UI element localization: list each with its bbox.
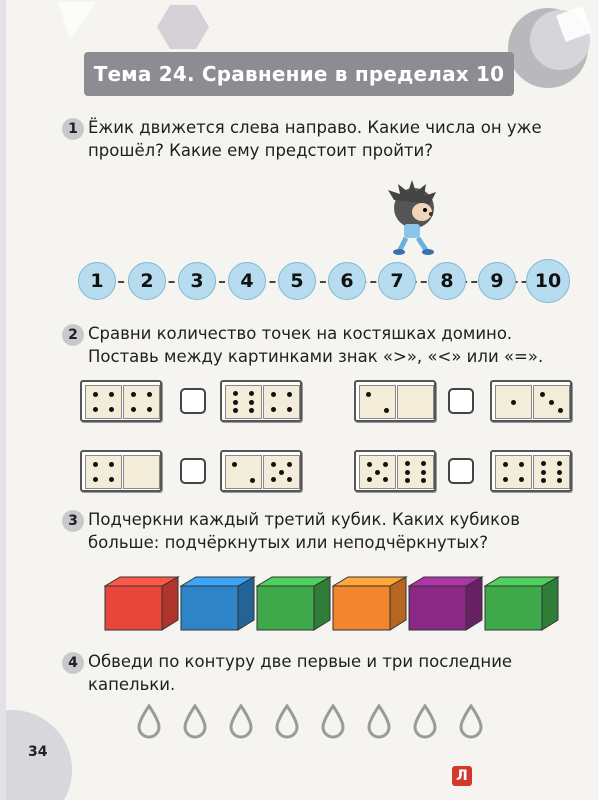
task-4 bbox=[62, 650, 582, 696]
domino-pip bbox=[279, 470, 284, 475]
domino-pip bbox=[271, 477, 276, 482]
comparison-answer-box[interactable] bbox=[448, 458, 474, 484]
domino-pip bbox=[511, 400, 516, 405]
comparison-answer-box[interactable] bbox=[180, 458, 206, 484]
domino-tile bbox=[490, 450, 572, 492]
domino-half bbox=[225, 455, 262, 489]
task-number: 2 bbox=[62, 324, 84, 346]
cube bbox=[408, 576, 484, 632]
publisher-logo: Л bbox=[452, 766, 472, 786]
domino-pip bbox=[93, 477, 98, 482]
domino-half bbox=[397, 385, 434, 419]
task-2 bbox=[62, 322, 582, 368]
domino-pip bbox=[109, 462, 114, 467]
task-text: Сравни количество точек на костяшках домино. Поставь между картинками знак «>», «<» или «=». bbox=[88, 324, 544, 366]
droplet-outline[interactable] bbox=[182, 704, 208, 740]
domino-pip bbox=[287, 407, 292, 412]
domino-half bbox=[533, 455, 570, 489]
number-circle: 6 bbox=[328, 262, 366, 300]
task-text: Подчеркни каждый третий кубик. Каких кубиков больше: подчёркнутых или неподчёркнутых? bbox=[88, 510, 520, 552]
domino-pip bbox=[405, 470, 410, 475]
domino-pip bbox=[287, 392, 292, 397]
domino-pip bbox=[367, 462, 372, 467]
domino-pip bbox=[109, 477, 114, 482]
domino-pip bbox=[147, 392, 152, 397]
domino-pip bbox=[271, 462, 276, 467]
domino-pip bbox=[93, 407, 98, 412]
domino-pip bbox=[541, 478, 546, 483]
number-circle: 2 bbox=[128, 262, 166, 300]
cube bbox=[180, 576, 256, 632]
domino-tile bbox=[80, 380, 162, 422]
domino-pip bbox=[519, 477, 524, 482]
droplet-outline[interactable] bbox=[412, 704, 438, 740]
domino-pip bbox=[557, 478, 562, 483]
domino-pip bbox=[233, 400, 238, 405]
page-number: 34 bbox=[28, 744, 48, 760]
domino-pip bbox=[549, 400, 554, 405]
task-3 bbox=[62, 508, 582, 554]
number-circle: 4 bbox=[228, 262, 266, 300]
domino-pip bbox=[405, 478, 410, 483]
domino-pip bbox=[232, 462, 237, 467]
comparison-answer-box[interactable] bbox=[448, 388, 474, 414]
domino-pip bbox=[383, 462, 388, 467]
droplet-outline[interactable] bbox=[228, 704, 254, 740]
domino-half bbox=[123, 385, 160, 419]
domino-pip bbox=[271, 392, 276, 397]
domino-pip bbox=[375, 470, 380, 475]
domino-pip bbox=[147, 407, 152, 412]
hedgehog-illustration bbox=[384, 180, 444, 260]
task-number: 1 bbox=[62, 118, 84, 140]
domino-pip bbox=[249, 400, 254, 405]
domino-pip bbox=[405, 461, 410, 466]
number-circle: 9 bbox=[478, 262, 516, 300]
domino-pip bbox=[109, 407, 114, 412]
task-1 bbox=[62, 116, 582, 162]
domino-pip bbox=[366, 392, 371, 397]
domino-pip bbox=[421, 470, 426, 475]
domino-pip bbox=[540, 392, 545, 397]
domino-pip bbox=[233, 391, 238, 396]
task-text: Обведи по контуру две первые и три последние капельки. bbox=[88, 652, 513, 694]
cube bbox=[256, 576, 332, 632]
domino-half bbox=[85, 385, 122, 419]
domino-pip bbox=[93, 392, 98, 397]
domino-pip bbox=[287, 462, 292, 467]
domino-pip bbox=[519, 462, 524, 467]
droplet-outline[interactable] bbox=[136, 704, 162, 740]
number-circle: 8 bbox=[428, 262, 466, 300]
cube bbox=[484, 576, 560, 632]
number-circle: 1 bbox=[78, 262, 116, 300]
domino-pip bbox=[558, 408, 563, 413]
number-circle: 5 bbox=[278, 262, 316, 300]
number-circle: 3 bbox=[178, 262, 216, 300]
cube bbox=[104, 576, 180, 632]
domino-pip bbox=[367, 477, 372, 482]
domino-tile bbox=[354, 380, 436, 422]
domino-pip bbox=[287, 477, 292, 482]
domino-pip bbox=[421, 461, 426, 466]
domino-half bbox=[263, 385, 300, 419]
domino-pip bbox=[271, 407, 276, 412]
domino-half bbox=[263, 455, 300, 489]
comparison-answer-box[interactable] bbox=[180, 388, 206, 414]
domino-pip bbox=[383, 477, 388, 482]
domino-half bbox=[359, 455, 396, 489]
domino-half bbox=[397, 455, 434, 489]
droplet-outline[interactable] bbox=[320, 704, 346, 740]
domino-pip bbox=[249, 408, 254, 413]
task-number: 3 bbox=[62, 510, 84, 532]
droplet-outline[interactable] bbox=[274, 704, 300, 740]
domino-tile bbox=[220, 380, 302, 422]
cube bbox=[332, 576, 408, 632]
number-line bbox=[78, 262, 572, 302]
domino-pip bbox=[557, 461, 562, 466]
domino-half bbox=[495, 385, 532, 419]
number-circle: 10 bbox=[526, 259, 570, 303]
domino-half bbox=[533, 385, 570, 419]
domino-tile bbox=[354, 450, 436, 492]
task-text: Ёжик движется слева направо. Какие числа он уже прошёл? Какие ему предстоит пройти? bbox=[88, 118, 542, 160]
topic-title-bar bbox=[84, 52, 514, 96]
droplet-outline[interactable] bbox=[458, 704, 484, 740]
domino-pip bbox=[131, 392, 136, 397]
domino-tile bbox=[80, 450, 162, 492]
number-circle: 7 bbox=[378, 262, 416, 300]
domino-pip bbox=[541, 470, 546, 475]
domino-pip bbox=[503, 477, 508, 482]
domino-tile bbox=[220, 450, 302, 492]
domino-pip bbox=[503, 462, 508, 467]
domino-pip bbox=[233, 408, 238, 413]
domino-pip bbox=[131, 407, 136, 412]
droplet-outline[interactable] bbox=[366, 704, 392, 740]
domino-half bbox=[123, 455, 160, 489]
task-number: 4 bbox=[62, 652, 84, 674]
domino-half bbox=[225, 385, 262, 419]
topic-title: Тема 24. Сравнение в пределах 10 bbox=[93, 62, 505, 86]
domino-half bbox=[359, 385, 396, 419]
domino-pip bbox=[250, 478, 255, 483]
domino-pip bbox=[93, 462, 98, 467]
domino-half bbox=[495, 455, 532, 489]
domino-pip bbox=[557, 470, 562, 475]
domino-tile bbox=[490, 380, 572, 422]
domino-pip bbox=[384, 408, 389, 413]
domino-pip bbox=[109, 392, 114, 397]
domino-pip bbox=[421, 478, 426, 483]
domino-half bbox=[85, 455, 122, 489]
domino-pip bbox=[541, 461, 546, 466]
domino-pip bbox=[249, 391, 254, 396]
